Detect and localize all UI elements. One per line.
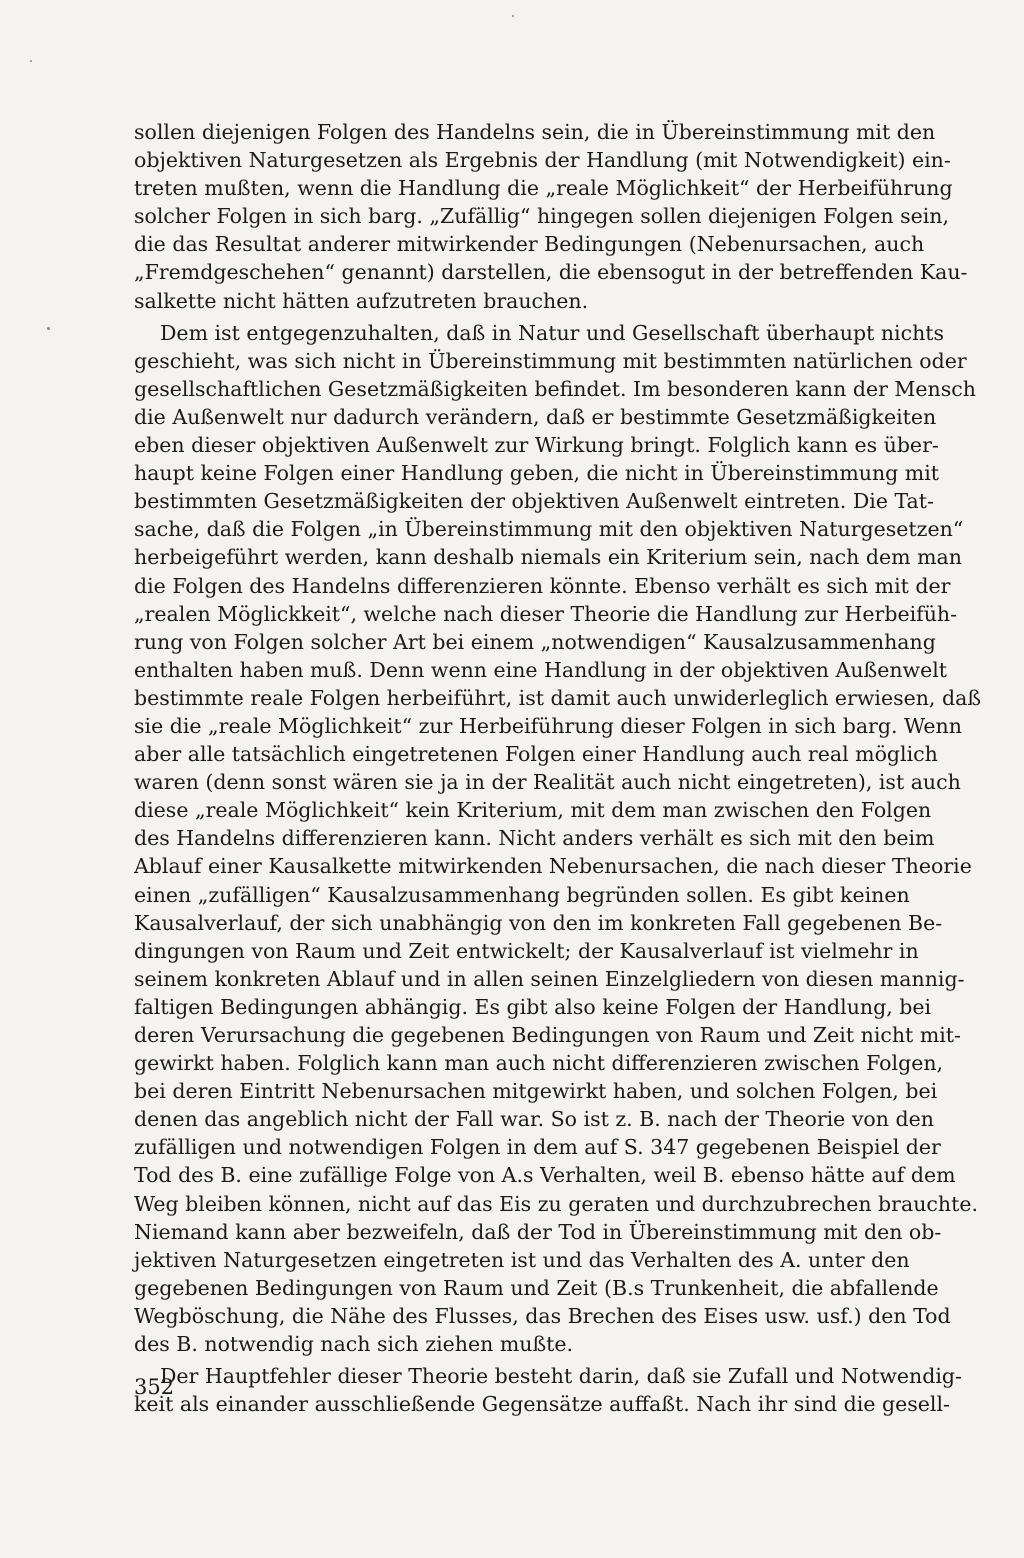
text-line: deren Verursachung die gegebenen Bedingungen von Raum und Zeit nicht mit- xyxy=(134,1023,961,1047)
text-line: herbeigeführt werden, kann deshalb niemals ein Kriterium sein, nach dem man xyxy=(134,545,962,570)
text-line: eben dieser objektiven Außenwelt zur Wirkung bringt. Folglich kann es über- xyxy=(134,433,939,458)
scan-speck xyxy=(30,60,32,62)
text-line: Weg bleiben können, nicht auf das Eis zu geraten und durchzubrechen brauchte. xyxy=(134,1191,978,1216)
text-line: solcher Folgen in sich barg. „Zufällig“ hingegen sollen diejenigen Folgen sein, xyxy=(134,204,949,229)
text-line: geschieht, was sich nicht in Übereinstimmung mit bestimmten natürlichen oder xyxy=(134,348,967,373)
text-line: gegebenen Bedingungen von Raum und Zeit (B.s Trunkenheit, die abfallende xyxy=(134,1275,939,1300)
text-line: sache, daß die Folgen „in Übereinstimmung mit den objektiven Naturgesetzen“ xyxy=(134,517,964,542)
text-line: keit als einander ausschließende Gegensätze auffaßt. Nach ihr sind die gesell- xyxy=(134,1392,950,1417)
text-line: „realen Möglickkeit“, welche nach dieser Theorie die Handlung zur Herbeifüh- xyxy=(134,601,958,626)
text-line: die Folgen des Handelns differenzieren könnte. Ebenso verhält es sich mit der xyxy=(134,573,951,598)
text-line: aber alle tatsächlich eingetretenen Folgen einer Handlung auch real möglich xyxy=(134,742,938,767)
text-line: Der Hauptfehler dieser Theorie besteht darin, daß sie Zufall und Notwendig- xyxy=(160,1364,962,1389)
text-line: sollen diejenigen Folgen des Handelns sein, die in Übereinstimmung mit den xyxy=(134,120,936,144)
body-text xyxy=(134,118,982,1418)
text-line: gesellschaftlichen Gesetzmäßigkeiten befindet. Im besonderen kann der Mensch xyxy=(134,376,976,401)
text-line: Dem ist entgegenzuhalten, daß in Natur und Gesellschaft überhaupt nichts xyxy=(160,320,945,345)
text-line: Wegböschung, die Nähe des Flusses, das Brechen des Eises usw. usf.) den Tod xyxy=(134,1303,951,1328)
text-line: waren (denn sonst wären sie ja in der Realität auch nicht eingetreten), ist auch xyxy=(134,770,961,795)
text-line: haupt keine Folgen einer Handlung geben, die nicht in Übereinstimmung mit xyxy=(134,461,940,486)
text-line: rung von Folgen solcher Art bei einem „notwendigen“ Kausalzusammenhang xyxy=(134,629,936,654)
text-line: bestimmte reale Folgen herbeiführt, ist damit auch unwiderleglich erwiesen, daß xyxy=(134,685,982,710)
text-line: faltigen Bedingungen abhängig. Es gibt also keine Folgen der Handlung, bei xyxy=(134,994,932,1019)
text-line: treten mußten, wenn die Handlung die „reale Möglichkeit“ der Herbeiführung xyxy=(134,176,953,201)
text-line: die Außenwelt nur dadurch verändern, daß er bestimmte Gesetzmäßigkeiten xyxy=(134,404,937,429)
text-line: „Fremdgeschehen“ genannt) darstellen, die ebensogut in der betreffenden Kau- xyxy=(134,260,968,285)
text-line: diese „reale Möglichkeit“ kein Kriterium, mit dem man zwischen den Folgen xyxy=(134,798,932,823)
text-line: Ablauf einer Kausalkette mitwirkenden Nebenursachen, die nach dieser Theorie xyxy=(134,854,972,879)
text-line: die das Resultat anderer mitwirkender Bedingungen (Nebenursachen, auch xyxy=(134,232,925,257)
text-line: Tod des B. eine zufällige Folge von A.s Verhalten, weil B. ebenso hätte auf dem xyxy=(134,1163,956,1188)
scan-speck xyxy=(512,15,514,17)
text-line: Kausalverlauf, der sich unabhängig von den im konkreten Fall gegebenen Be- xyxy=(134,910,943,935)
text-line: seinem konkreten Ablauf und in allen seinen Einzelgliedern von diesen mannig- xyxy=(134,966,965,991)
text-line: sie die „reale Möglichkeit“ zur Herbeiführung dieser Folgen in sich barg. Wenn xyxy=(134,713,962,738)
text-line: Niemand kann aber bezweifeln, daß der Tod in Übereinstimmung mit den ob- xyxy=(134,1219,942,1244)
text-line: denen das angeblich nicht der Fall war. So ist z. B. nach der Theorie von den xyxy=(134,1107,934,1132)
text-line: dingungen von Raum und Zeit entwickelt; der Kausalverlauf ist vielmehr in xyxy=(134,938,919,963)
text-line: salkette nicht hätten aufzutreten brauchen. xyxy=(134,288,589,313)
scan-speck xyxy=(47,327,50,330)
text-line: objektiven Naturgesetzen als Ergebnis der Handlung (mit Notwendigkeit) ein- xyxy=(134,148,951,173)
text-line: gewirkt haben. Folglich kann man auch nicht differenzieren zwischen Folgen, xyxy=(134,1051,944,1076)
text-line: des Handelns differenzieren kann. Nicht anders verhält es sich mit den beim xyxy=(134,826,935,851)
text-line: enthalten haben muß. Denn wenn eine Handlung in der objektiven Außenwelt xyxy=(134,657,948,682)
text-line: bei deren Eintritt Nebenursachen mitgewirkt haben, und solchen Folgen, bei xyxy=(134,1079,938,1104)
text-line: bestimmten Gesetzmäßigkeiten der objektiven Außenwelt eintreten. Die Tat- xyxy=(134,489,934,514)
text-line: jektiven Naturgesetzen eingetreten ist und das Verhalten des A. unter den xyxy=(134,1247,910,1272)
text-line: des B. notwendig nach sich ziehen mußte. xyxy=(134,1332,574,1357)
text-line: zufälligen und notwendigen Folgen in dem auf S. 347 gegebenen Beispiel der xyxy=(134,1135,941,1160)
text-line: einen „zufälligen“ Kausalzusammenhang begründen sollen. Es gibt keinen xyxy=(134,882,910,907)
page-number: 352 xyxy=(134,1375,175,1399)
